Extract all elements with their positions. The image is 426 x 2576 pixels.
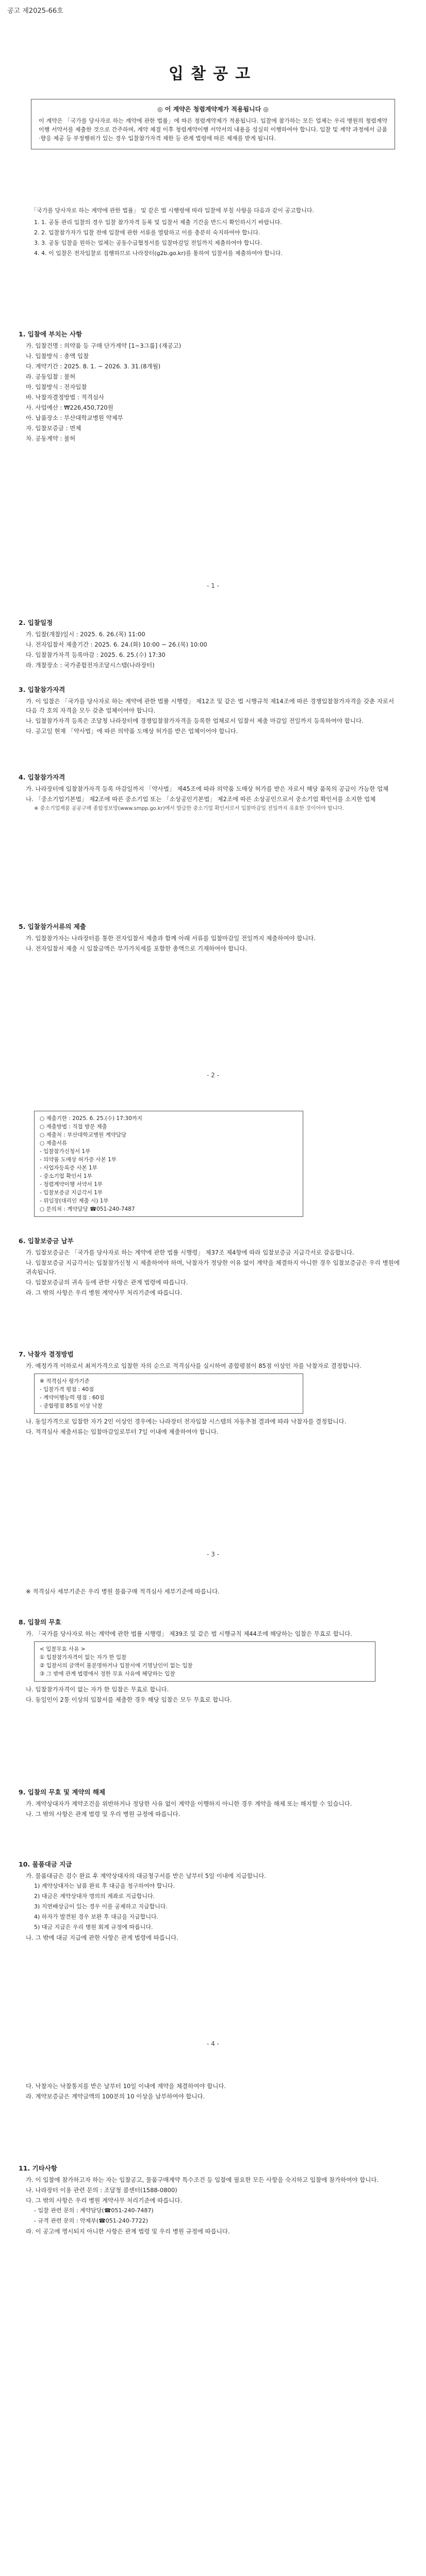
section-item: 나. 입찰방식 : 총액 입찰 — [26, 352, 89, 360]
section-heading: 3. 입찰참가자격 — [19, 686, 65, 693]
section-subitem: - 규격 관련 문의 : 약제부(☎051-240-7722) — [34, 2217, 148, 2224]
section-item: 다. 적격심사 제출서류는 입찰마감일로부터 7일 이내에 제출하여야 합니다. — [26, 1428, 219, 1435]
intro-paragraph: 「국가를 당사자로 하는 계약에 관한 법률」 및 같은 법 시행령에 따라 입찰에 부칠 사항을 다음과 같이 공고합니다. — [31, 207, 314, 214]
section-item: 가. 입찰건명 : 의약품 등 구매 단가계약 [1~3그룹] (재공고) — [26, 342, 182, 349]
schedule-line: - 청렴계약이행 서약서 1부 — [40, 1181, 103, 1188]
section-subitem: - 입찰 관련 문의 : 계약담당(☎051-240-7487) — [34, 2207, 154, 2214]
section-item: 라. 그 밖의 사항은 우리 병원 계약사무 처리기준에 따릅니다. — [26, 1289, 183, 1296]
page-number: - 1 - — [207, 582, 219, 589]
intro-list-item: 2. 2. 입찰참가자가 입찰 전에 입찰에 관한 서류를 열람하고 이를 충분히 숙지하여야 합니다. — [41, 228, 395, 237]
section-note: ※ 중소기업제품 공공구매 종합정보망(www.smpp.go.kr)에서 발급한 중소기업 확인서로서 입찰마감일 전일까지 유효한 것이어야 합니다. — [34, 806, 344, 811]
section-item: 나. 입찰보증금 지급각서는 입찰참가신청 시 제출하여야 하며, 낙찰자가 정당한 이유 없이 계약을 체결하지 아니한 경우 입찰보증금은 우리 병원에 귀속됩니다. — [26, 1259, 400, 1276]
section-item: 나. 동일가격으로 입찰한 자가 2인 이상인 경우에는 나라장터 전자입찰 시스템의 자동추첨 결과에 따라 낙찰자를 결정합니다. — [26, 1418, 347, 1425]
schedule-line: - 사업자등록증 사본 1부 — [40, 1165, 97, 1171]
formula-box — [34, 1374, 303, 1414]
section-heading: 4. 입찰참가자격 — [19, 773, 65, 781]
intro-list-item: 4. 4. 이 입찰은 전자입찰로 집행하므로 나라장터(g2b.go.kr)를 통하여 입찰서를 제출하여야 합니다. — [41, 249, 395, 258]
intro-list-item: 1. 1. 공동 관리 입찰의 경우 입찰 참가자격 등록 및 입찰서 제출 기간을 반드시 확인하시기 바랍니다. — [41, 218, 395, 227]
page-title: 입찰공고 — [169, 65, 257, 83]
section-subitem: 3) 지연배상금이 있는 경우 이를 공제하고 지급합니다. — [34, 1903, 168, 1910]
schedule-line: ○ 제출처 : 부산대학교병원 계약담당 — [40, 1132, 127, 1138]
section-heading: 9. 입찰의 무효 및 계약의 해제 — [19, 1788, 106, 1796]
section-item: 아. 납품장소 : 부산대학교병원 약제부 — [26, 414, 123, 421]
section-item: 나. 나라장터 이용 관련 문의 : 조달청 콜센터(1588-0800) — [26, 2187, 177, 2194]
intro-list — [31, 218, 395, 258]
section-item: 바. 낙찰자결정방법 : 적격심사 — [26, 394, 104, 401]
schedule-line: - 입찰참가신청서 1부 — [40, 1148, 91, 1155]
section-9 — [19, 1788, 400, 1820]
section-heading: 8. 입찰의 무효 — [19, 1618, 61, 1626]
section-item: 가. 나라장터에 입찰참가자격 등록 마감일까지 「약사법」 제45조에 따라 의약품 도매상 허가를 받은 자로서 해당 품목의 공급이 가능한 업체 — [26, 785, 389, 792]
section-item: 마. 입찰방식 : 전자입찰 — [26, 383, 87, 391]
section-item: 라. 계약보증금은 계약금액의 100분의 10 이상을 납부하여야 합니다. — [26, 2093, 205, 2100]
section-item: 가. 이 입찰은 「국가를 당사자로 하는 계약에 관한 법률 시행령」 제12조 및 같은 법 시행규칙 제14조에 따른 경쟁입찰참가자격을 갖춘 자로서 다음 각 호의 자격을 모두 갖춘 업체이어야 합니다. — [26, 698, 395, 714]
section-10 — [19, 1860, 400, 1943]
schedule-line: ○ 제출기한 : 2025. 6. 25.(수) 17:30까지 — [40, 1115, 142, 1122]
invalid-bid-line: ① 입찰참가자격이 없는 자가 한 입찰 — [40, 1654, 127, 1660]
section-heading: 11. 기타사항 — [19, 2164, 57, 2172]
schedule-line: ○ 제출방법 : 직접 방문 제출 — [40, 1124, 107, 1130]
section-subitem: 1) 계약상대자는 납품 완료 후 대금을 청구하여야 합니다. — [34, 1883, 175, 1889]
notice-box-heading: ◎ 이 계약은 청렴계약제가 적용됩니다 ◎ — [157, 106, 269, 113]
section-item: 다. 계약기간 : 2025. 8. 1. ~ 2026. 3. 31.(8개월) — [26, 363, 161, 370]
section-item: 나. 입찰참가자격 등록은 조달청 나라장터에 경쟁입찰참가자격을 등록한 업체로서 입찰서 제출 마감일 전일까지 등록하여야 합니다. — [26, 717, 364, 724]
section-item: 라. 이 공고에 명시되지 아니한 사항은 관계 법령 및 우리 병원 규정에 따릅니다. — [26, 2228, 230, 2235]
schedule-line: - 중소기업 확인서 1부 — [40, 1173, 92, 1179]
section-heading: 1. 입찰에 부치는 사항 — [19, 330, 83, 338]
section-item: 다. 동일인이 2통 이상의 입찰서를 제출한 경우 해당 입찰은 모두 무효로 합니다. — [26, 1696, 232, 1703]
invalid-bid-line: < 입찰무효 사유 > — [40, 1646, 86, 1652]
page-number: - 4 - — [207, 2040, 219, 2047]
notice-box-body: 이 계약은 「국가를 당사자로 하는 계약에 관한 법률」에 따른 청렴계약제가 적용됩니다. 입찰에 참가하는 모든 업체는 우리 병원의 청렴계약이행 서약서를 제출한 것으로 간주하며, 계약 체결 이후 청렴계약이행 서약서의 내용을 성실히 이행하여야 합니다. 입찰 및 계약 과정에서 금품·향응 제공 등 부정행위가 있는 경우 입찰참가자격 제한 등 관계 법령에 따른 제재를 받게 됩니다. — [39, 117, 387, 142]
section-heading: 2. 입찰일정 — [19, 619, 53, 626]
intro-list-item: 3. 3. 공동 입찰을 원하는 업체는 공동수급협정서를 입찰마감일 전일까지 제출하여야 합니다. — [41, 239, 395, 247]
continued-text — [19, 1587, 400, 1597]
section-item: 다. 낙찰자는 낙찰통지를 받은 날부터 10일 이내에 계약을 체결하여야 합니다. — [26, 2082, 226, 2090]
section-5 — [19, 922, 400, 954]
schedule-line: ○ 제출서류 — [40, 1140, 68, 1146]
section-item: 가. 계약상대자가 계약조건을 위반하거나 정당한 사유 없이 계약을 이행하지 아니한 경우 계약을 해제 또는 해지할 수 있습니다. — [26, 1800, 352, 1807]
page-number: - 2 - — [207, 1072, 219, 1079]
formula-line: ※ 적격심사 평가기준 — [40, 1378, 90, 1384]
section-heading: 7. 낙찰자 결정방법 — [19, 1350, 74, 1358]
section-item: 다. 입찰참가자격 등록마감 : 2025. 6. 25.(수) 17:30 — [26, 651, 166, 658]
schedule-line: - 입찰보증금 지급각서 1부 — [40, 1190, 103, 1196]
section-6 — [19, 1236, 400, 1298]
section-item: 자. 입찰보증금 : 면제 — [26, 425, 81, 432]
formula-line: - 입찰가격 평점 : 40점 — [40, 1386, 94, 1393]
section-7 — [19, 1350, 400, 1437]
section-item: 사. 사업예산 : ₩226,450,720원 — [26, 404, 113, 411]
invalid-bid-box — [34, 1641, 375, 1682]
section-2 — [19, 618, 400, 671]
section-1 — [19, 330, 400, 444]
section-item: 가. 「국가를 당사자로 하는 계약에 관한 법률 시행령」 제39조 및 같은 법 시행규칙 제44조에 해당하는 입찰은 무효로 합니다. — [26, 1630, 352, 1637]
section-item: 가. 예정가격 이하로서 최저가격으로 입찰한 자의 순으로 적격심사를 실시하여 종합평점이 85점 이상인 자를 낙찰자로 결정합니다. — [26, 1362, 362, 1369]
section-heading: 5. 입찰참가서류의 제출 — [19, 923, 86, 930]
schedule-line: - 위임장(대리인 제출 시) 1부 — [40, 1198, 109, 1204]
section-item: 다. 공고일 현재 「약사법」에 따른 의약품 도매상 허가를 받은 업체이어야 합니다. — [26, 727, 238, 735]
section-heading: 10. 물품대금 지급 — [19, 1860, 72, 1868]
section-heading: 6. 입찰보증금 납부 — [19, 1237, 74, 1245]
section-subitem: 2) 대금은 계약상대자 명의의 계좌로 지급합니다. — [34, 1893, 155, 1900]
section-4 — [19, 773, 400, 814]
section-subitem: 4) 하자가 발견된 경우 보완 후 대금을 지급합니다. — [34, 1913, 159, 1920]
formula-line: - 종합평점 85점 이상 낙찰 — [40, 1403, 103, 1409]
section-item: 나. 그 밖에 대금 지급에 관한 사항은 관계 법령에 따릅니다. — [26, 1934, 178, 1941]
section-3 — [19, 685, 400, 737]
section-item: 나. 「중소기업기본법」 제2조에 따른 중소기업 또는 「소상공인기본법」 제2조에 따른 소상공인으로서 중소기업 확인서를 소지한 업체 — [26, 795, 376, 803]
section-item: 다. 그 밖의 사항은 우리 병원 계약사무 처리기준에 따릅니다. — [26, 2197, 183, 2204]
formula-line: - 계약이행능력 평점 : 60점 — [40, 1395, 105, 1401]
section-item: 나. 그 밖의 사항은 관계 법령 및 우리 병원 규정에 따릅니다. — [26, 1810, 181, 1818]
invalid-bid-line: ③ 그 밖에 관계 법령에서 정한 무효 사유에 해당하는 입찰 — [40, 1671, 175, 1677]
page-number: - 3 - — [207, 1551, 219, 1558]
section-item: 나. 입찰참가자격이 없는 자가 한 입찰은 무효로 합니다. — [26, 1686, 169, 1693]
section-item: ※ 적격심사 세부기준은 우리 병원 물품구매 적격심사 세부기준에 따릅니다. — [26, 1588, 220, 1595]
notice-number: 공고 제2025-66호 — [7, 7, 63, 15]
section-item: 다. 입찰보증금의 귀속 등에 관한 사항은 관계 법령에 따릅니다. — [26, 1279, 188, 1286]
section-item: 가. 입찰(개찰)일시 : 2025. 6. 26.(목) 11:00 — [26, 631, 145, 638]
section-item: 가. 입찰참가자는 나라장터를 통한 전자입찰서 제출과 함께 아래 서류를 입찰마감일 전일까지 제출하여야 합니다. — [26, 935, 316, 942]
section-item: 나. 전자입찰서 제출 시 입찰금액은 부가가치세를 포함한 총액으로 기재하여야 합니다. — [26, 945, 248, 952]
section-item: 가. 물품대금은 검수 완료 후 계약상대자의 대금청구서를 받은 날부터 5일 이내에 지급합니다. — [26, 1872, 266, 1879]
section-8 — [19, 1618, 400, 1705]
section-item: 가. 입찰보증금은 「국가를 당사자로 하는 계약에 관한 법률 시행령」 제37조 제4항에 따라 입찰보증금 지급각서로 갈음합니다. — [26, 1249, 354, 1256]
intro-text — [31, 206, 395, 259]
schedule-line: ○ 문의처 : 계약담당 ☎051-240-7487 — [40, 1206, 135, 1212]
invalid-bid-line: ② 입찰서의 금액이 불분명하거나 입찰서에 기명날인이 없는 입찰 — [40, 1663, 193, 1669]
section-subitem: 5) 대금 지급은 우리 병원 회계 규정에 따릅니다. — [34, 1924, 153, 1930]
section-11 — [19, 2164, 400, 2237]
continued-text — [19, 2081, 400, 2102]
schedule-box-section — [19, 1108, 400, 1220]
schedule-line: - 의약품 도매상 허가증 사본 1부 — [40, 1157, 117, 1163]
section-item: 라. 공동입찰 : 불허 — [26, 373, 76, 380]
section-item: 나. 전자입찰서 제출기간 : 2025. 6. 24.(화) 10:00 ~ 26.(목) 10:00 — [26, 641, 207, 648]
section-item: 차. 공동계약 : 불허 — [26, 435, 76, 442]
section-item: 라. 개찰장소 : 국가종합전자조달시스템(나라장터) — [26, 662, 155, 669]
section-item: 가. 이 입찰에 참가하고자 하는 자는 입찰공고, 물품구매계약 특수조건 등 입찰에 필요한 모든 사항을 숙지하고 입찰에 참가하여야 합니다. — [26, 2176, 379, 2183]
schedule-box — [34, 1111, 303, 1217]
notice-box — [31, 99, 395, 149]
